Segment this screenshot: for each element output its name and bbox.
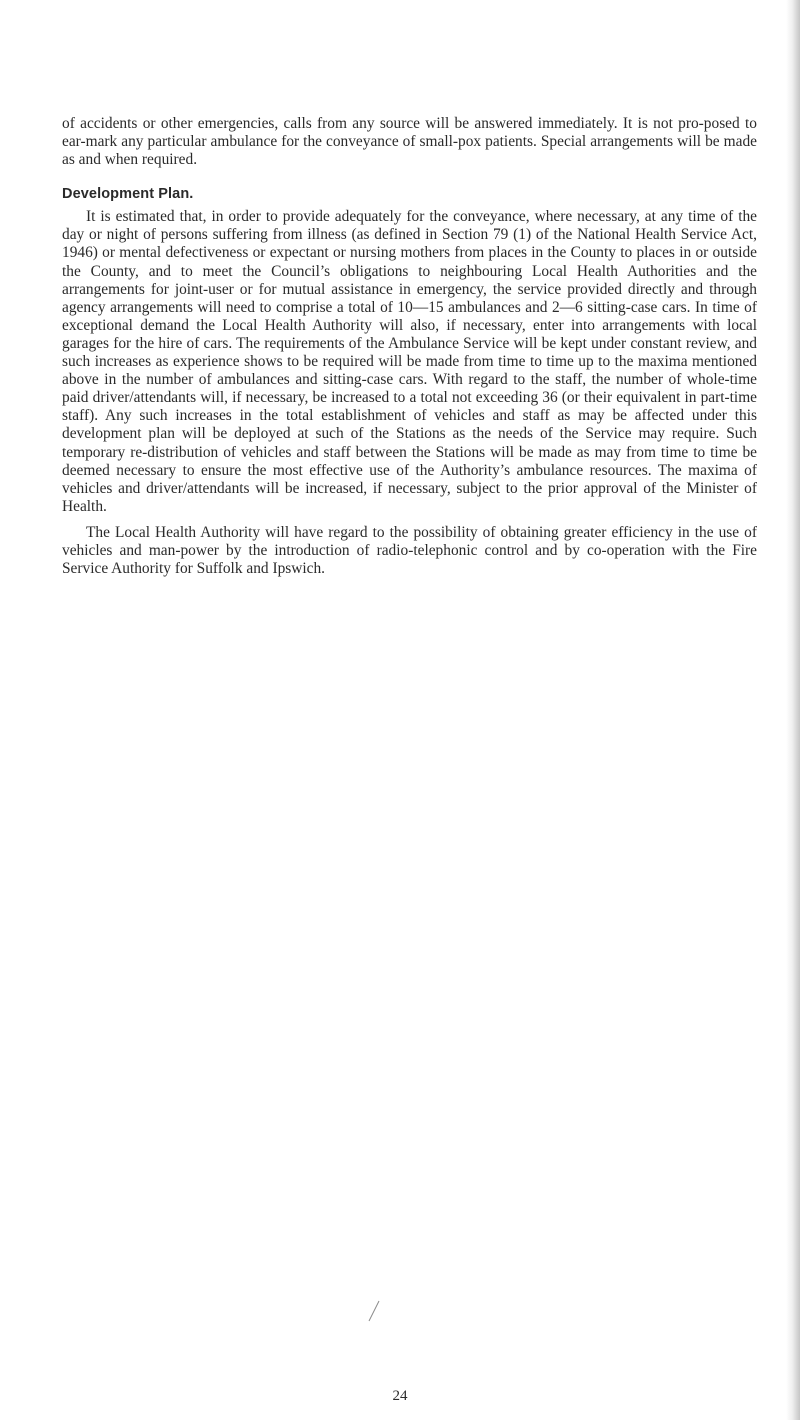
- scan-edge-shadow: [786, 0, 800, 1420]
- body-paragraph-radio: The Local Health Authority will have regard to the possibility of obtaining greater efficiency in the use of vehicles and man-power by the introduction of radio-telephonic control and by co-operation with the Fire Service Authority for Suffolk and Ipswich.: [62, 523, 757, 578]
- pencil-mark-icon: [367, 1300, 381, 1322]
- body-paragraph-development: It is estimated that, in order to provide adequately for the conveyance, where necessary, at any time of the day or night of persons suffering from illness (as defined in Section 79 (1) of the National Health Service Act, 1946) or mental defectiveness or expectant or nursing mothers from places in the County to places in or outside the County, and to meet the Council’s obligations to neighbouring Local Health Authorities and the arrangements for joint-user or for mutual assistance in emergency, the service provided directly and through agency arrangements will need to comprise a total of 10—15 ambulances and 2—6 sitting-case cars. In time of exceptional demand the Local Health Authority will also, if necessary, enter into arrangements with local garages for the hire of cars. The requirements of the Ambulance Service will be kept under constant review, and such increases as experience shows to be required will be made from time to time up to the maxima mentioned above in the number of ambulances and sitting-case cars. With regard to the staff, the number of whole-time paid driver/attendants will, if necessary, be increased to a total not exceeding 36 (or their equivalent in part-time staff). Any such increases in the total establishment of vehicles and staff as may be affected under this development plan will be deployed at such of the Stations as the needs of the Service may require. Such temporary re-distribution of vehicles and staff between the Stations will be made as may from time to time be deemed necessary to ensure the most effective use of the Authority’s ambulance resources. The maxima of vehicles and driver/attendants will be increased, if necessary, subject to the prior approval of the Minister of Health.: [62, 208, 757, 515]
- page-number: 24: [392, 1388, 408, 1404]
- section-heading: Development Plan.: [62, 186, 194, 203]
- document-body: [62, 115, 757, 578]
- intro-paragraph: of accidents or other emergencies, calls from any source will be answered immediately. It is not pro-posed to ear-mark any particular ambulance for the conveyance of small-pox patients. Special arrangements will be made as and when required.: [62, 115, 757, 169]
- paragraph-gap: [62, 516, 757, 524]
